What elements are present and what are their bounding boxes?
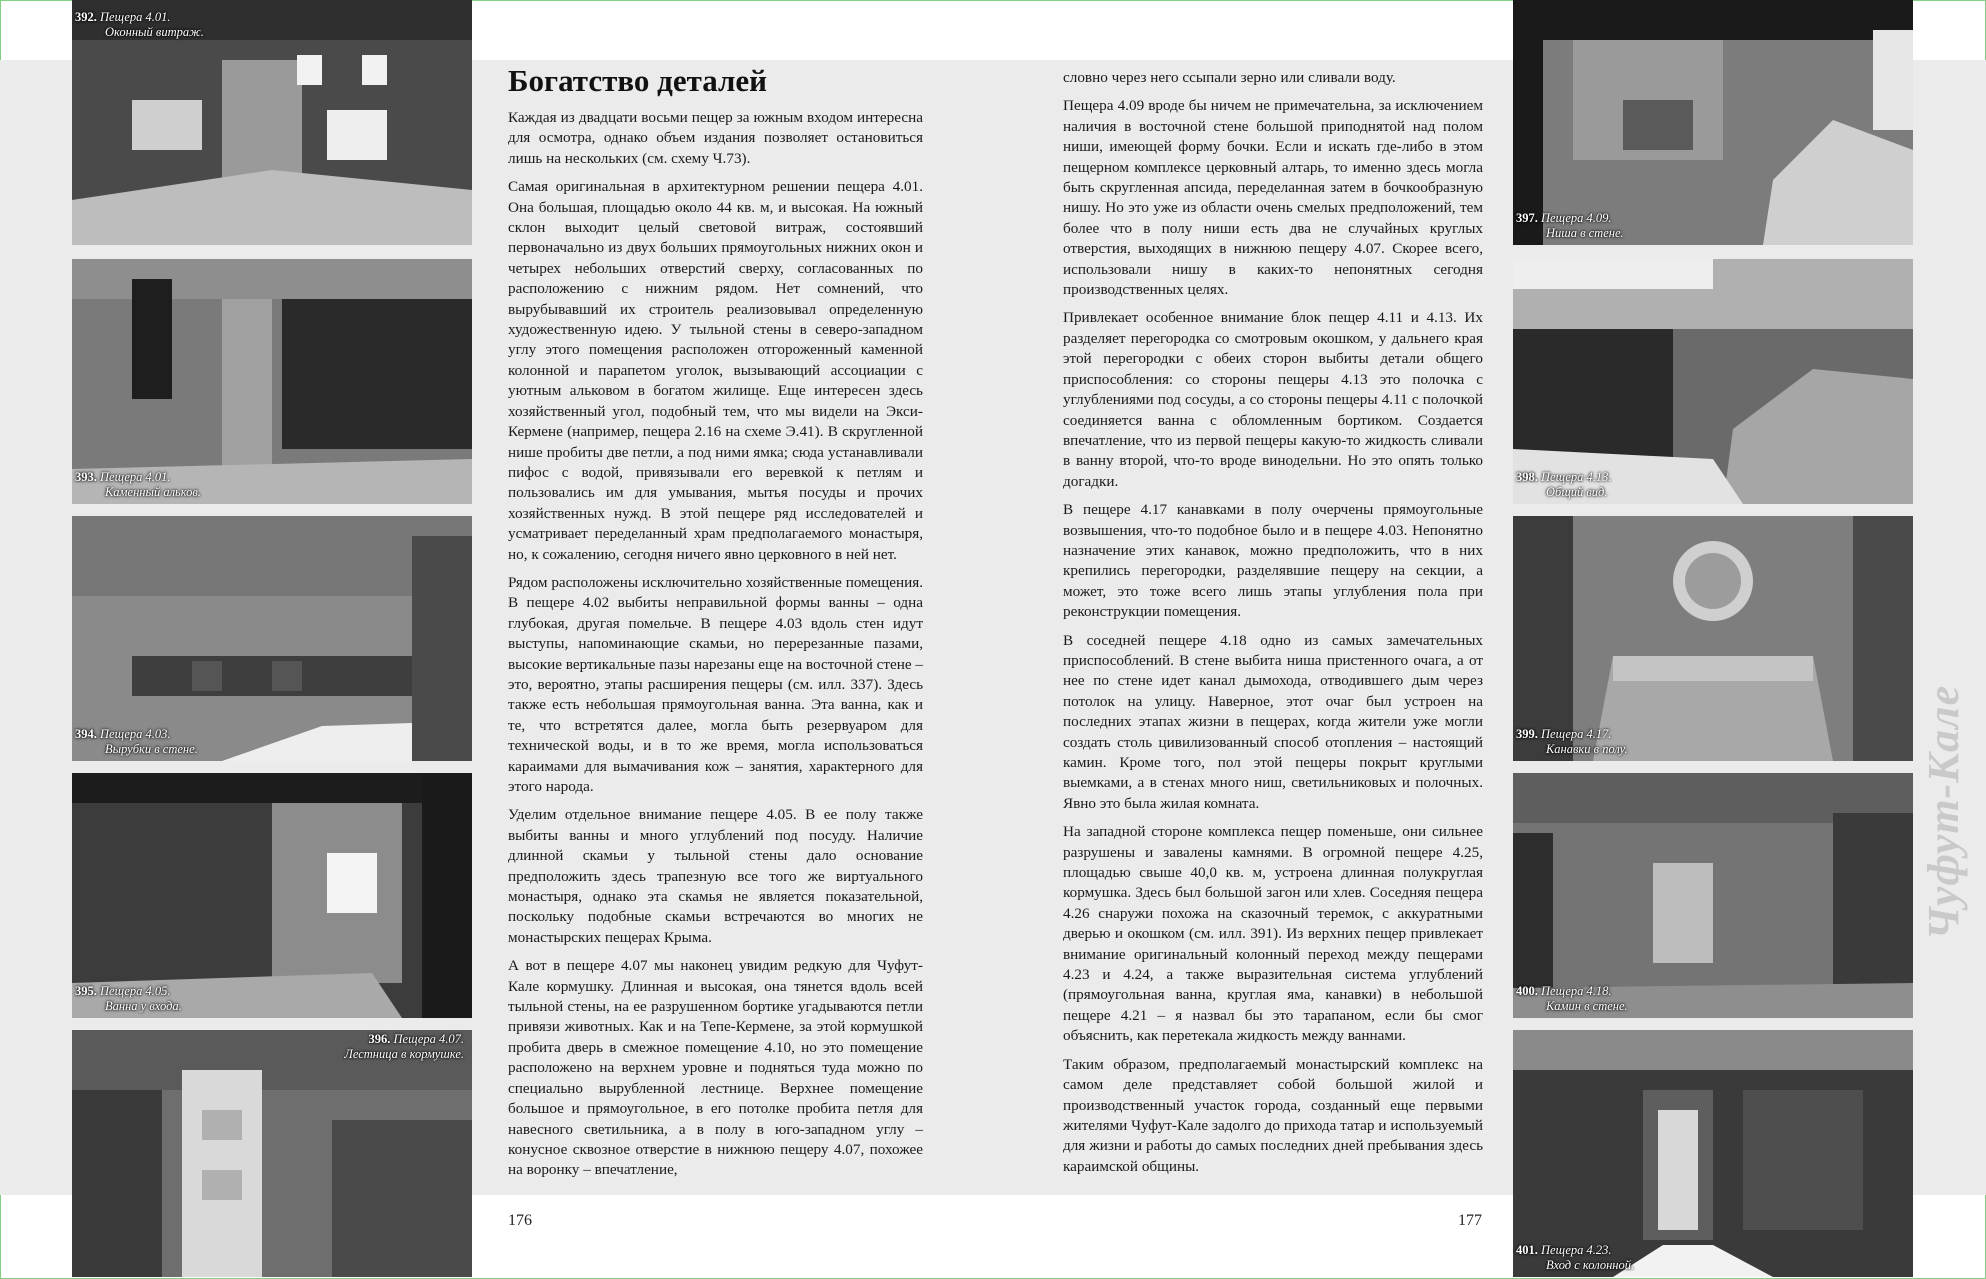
photo-caption: 397. Пещера 4.09. Ниша в стене. xyxy=(1516,211,1624,240)
cave-photo-image xyxy=(72,516,472,761)
cave-photo-image xyxy=(72,773,472,1018)
page-number-left: 176 xyxy=(508,1212,532,1229)
photo-caption: 395. Пещера 4.05. Ванна у входа. xyxy=(75,984,182,1013)
paragraph: словно через него ссыпали зерно или сливали воду. xyxy=(1063,69,1396,86)
photo-caption: 398. Пещера 4.13. Общий вид. xyxy=(1516,470,1612,499)
cave-photo-image xyxy=(1513,516,1913,761)
photo-399 xyxy=(1513,516,1913,761)
photo-caption: 392. Пещера 4.01. Оконный витраж. xyxy=(75,10,204,39)
paragraph: Таким образом, предполагаемый монастырский комплекс на самом деле представляет собой большой жилой и производственный участок города, созданный еще первыми жителями Чуфут-Кале задолго до прихода татар и используемый для жизни и работы до самых последних дней пребывания здесь караимской общины. xyxy=(1063,1055,1483,1175)
cave-photo-image xyxy=(72,259,472,504)
photo-397 xyxy=(1513,0,1913,245)
photo-401 xyxy=(1513,1030,1913,1277)
cave-photo-image xyxy=(1513,0,1913,245)
photo-caption: 394. Пещера 4.03. Вырубки в стене. xyxy=(75,727,198,756)
photo-392 xyxy=(72,0,472,245)
page-number-right: 177 xyxy=(1458,1212,1482,1229)
paragraph: В соседней пещере 4.18 одно из самых замечательных приспособлений. В стене выбита ниша пристенного очага, а от нее по стене идет канал дымохода, отводившего дым через потолок на улицу. Наверное, этот очаг был устроен на последних этапах жизни в пещерах, когда жители уже могли создать столь цивилизованный способ отопления – настоящий камин. Кроме того, пол этой пещеры покрыт круглыми выемками, а в стенах много ниш, светильниковых и полочных. Явно это была жилая комната. xyxy=(1063,631,1483,812)
paragraph: В пещере 4.17 канавками в полу очерчены прямоугольные возвышения, что-то подобное было и в пещере 4.03. Непонятно назначение этих канавок, можно предположить, что в них крепились перегородки, разделявшие пещеру на секции, а может, это тоже всего лишь этапы углубления пола при реконструкции помещения. xyxy=(1063,501,1483,621)
cave-photo-image xyxy=(1513,1030,1913,1277)
photo-caption: 399. Пещера 4.17. Канавки в полу. xyxy=(1516,727,1628,756)
paragraph: Привлекает особенное внимание блок пещер 4.11 и 4.13. Их разделяет перегородка со смотровым окошком, у дальнего края этой перегородки с обеих сторон выбиты детали общего приспособления: со стороны пещеры 4.13 это полочка с углублениями под сосуды, а со стороны пещеры 4.11 с полочкой соединяется ванна с обломленным бортиком. Создается впечатление, что из первой пещеры какую-то жидкость сливали в ванну второй, что-то вроде винодельни. Но это опять только догадки. xyxy=(1063,309,1483,490)
cave-photo-image xyxy=(1513,773,1913,1018)
page-heading: Богатство деталей xyxy=(508,63,767,98)
photo-caption: 400. Пещера 4.18. Камин в стене. xyxy=(1516,984,1628,1013)
paragraph: А вот в пещере 4.07 мы наконец увидим редкую для Чуфут-Кале кормушку. Длинная и высокая, она тянется вдоль всей тыльной стены, на ее разрушенном бортике угадываются петли привязи животных. Как и на Тепе-Кермене, за этой кормушкой пробита дверь в смежное помещение 4.10, но это помещение расположено на верхнем уровне и подняться туда можно по специально вырубленной лестнице. Верхнее помещение большое и прямоугольное, в его потолке пробита петля для навесного светильника, а в полу в юго-западном углу – конусное сквозное отверстие в нижнюю пещеру 4.07, похожее на воронку – впечатление, xyxy=(508,957,923,1179)
photo-393 xyxy=(72,259,472,504)
paragraph: Рядом расположены исключительно хозяйственные помещения. В пещере 4.02 выбиты неправильной формы ванны – одна глубокая, другая помельче. В пещере 4.03 вдоль стен идут выступы, напоминающие скамьи, но перерезанные пазами, высокие вертикальные пазы нарезаны еще на восточной стене – это, вероятно, этапы расширения пещеры (см. илл. 337). Здесь также есть небольшая прямоугольная ванна. Эта ванна, как и те, что встретятся далее, могла быть резервуаром для технической воды, и в то же время, могла использоваться караимами для вымачивания кож – занятия, характерного для этого народа. xyxy=(508,573,923,795)
photo-396 xyxy=(72,1030,472,1277)
photo-398 xyxy=(1513,259,1913,504)
paragraph: Самая оригинальная в архитектурном решении пещера 4.01. Она большая, площадью около 44 кв. м, и высокая. На южный склон выходит целый световой витраж, состоявший первоначально из двух больших прямоугольных нижних окон и четырех небольших отверстий сверху, согласованных по расположению с нижним рядом. Нет сомнений, что вырубывавший их строитель реализовывал определенную художественную идею. У тыльной стены в северо-западном углу этого помещения расположен отгороженный каменной колонной и парапетом уголок, вызывающий ассоциации с уютным альковом в богатом жилище. Еще интересен здесь хозяйственный угол, подобный тем, что мы видели на Экси-Кермене (например, пещера 2.16 на схеме Э.41). В скругленной нише пробиты две петли, а под ними ямка; сюда устанавливали пифос с водой, привязывали его веревкой к петлям и пользовались им для умывания, мытья посуды и прочих хозяйственных нужд. В этой пещере ряд исследователей и усматривает переделанный храм предполагаемого монастыря, но, к сожалению, сегодня ничего явно церковного в ней нет. xyxy=(508,178,923,563)
section-title-vertical: Чуфут-Кале xyxy=(1919,684,1968,940)
photo-394 xyxy=(72,516,472,761)
photo-400 xyxy=(1513,773,1913,1018)
paragraph: Каждая из двадцати восьми пещер за южным входом интересна для осмотра, однако объем издания позволяет остановиться лишь на нескольких (см. схему Ч.73). xyxy=(508,109,923,167)
photo-395 xyxy=(72,773,472,1018)
photo-caption: 396. Пещера 4.07. Лестница в кормушке. xyxy=(344,1032,464,1061)
cave-photo-image xyxy=(1513,259,1913,504)
text-column-right xyxy=(1063,68,1483,1185)
paragraph: Уделим отдельное внимание пещере 4.05. В ее полу также выбиты ванны и много углублений под посуду. Наличие длинной скамьи у тыльной стены дало основание предположить здесь трапезную все того же виртуального монастыря, однако эта скамья не является показательной, поскольку подобные скамьи встречаются во многих не монастырских пещерах Крыма. xyxy=(508,806,923,946)
photo-caption: 393. Пещера 4.01. Каменный альков. xyxy=(75,470,201,499)
photo-caption: 401. Пещера 4.23. Вход с колонной. xyxy=(1516,1243,1635,1272)
cave-photo-image xyxy=(72,1030,472,1277)
paragraph: Пещера 4.09 вроде бы ничем не примечательна, за исключением наличия в восточной стене большой приподнятой над полом ниши, имеющей форму бочки. Если и искать где-либо в этом пещерном комплексе церковный алтарь, то именно здесь могла быть скругленная апсида, переделанная затем в бочкообразную нишу. Но это уже из области очень смелых предположений, тем более что в полу ниши есть два не случайных круглых отверстия, выходящих в нижнюю пещеру 4.07. Скорее всего, использовали нишу в каких-то непонятных сегодня производственных целях. xyxy=(1063,97,1483,299)
paragraph: На западной стороне комплекса пещер поменьше, они сильнее разрушены и завалены камнями. В огромной пещере 4.25, площадью свыше 40,0 кв. м, устроена длинная полукруглая кормушка. Здесь был большой загон или хлев. Соседняя пещера 4.26 снаружи похожа на сказочный теремок, с аккуратными дверью и окошком (см. илл. 391). Из верхних пещер привлекает внимание оригинальный колонный переход между пещерами 4.23 и 4.24, а также выразительная система углублений (прямоугольная ванна, круглая яма, канавки) в небольшой пещере 4.21 – я назвал бы это тарапаном, если бы смог объяснить, как перетекала жидкость между ваннами. xyxy=(1063,823,1483,1045)
text-column-left xyxy=(508,108,923,1189)
